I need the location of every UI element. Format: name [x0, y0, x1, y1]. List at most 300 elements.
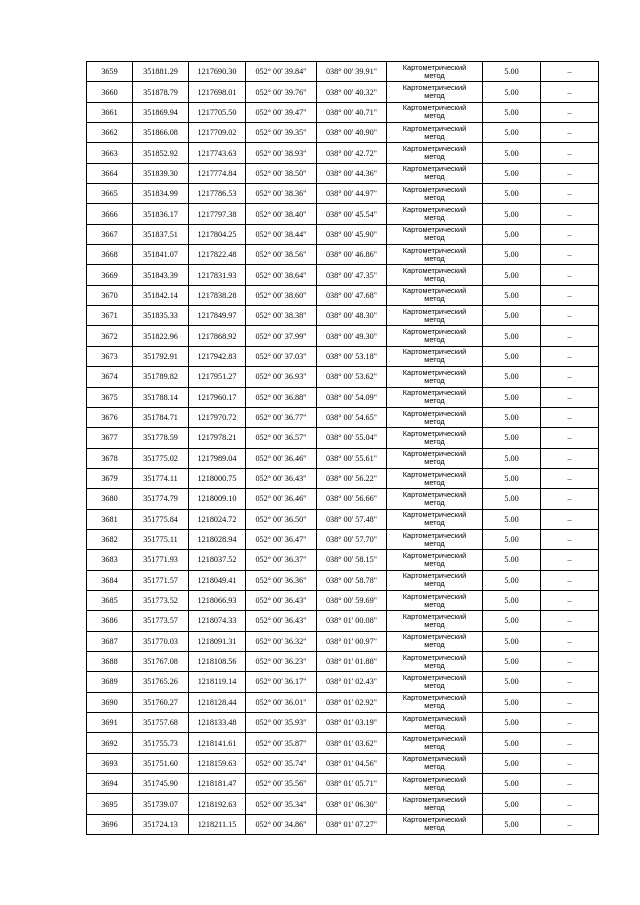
method-cell	[387, 306, 483, 326]
method-text: метод	[424, 274, 445, 284]
method-text: Картометрический	[402, 388, 467, 398]
accuracy-cell: 5.00	[483, 814, 541, 834]
y-coordinate-cell: 1217797.38	[189, 204, 246, 224]
longitude-cell: 038° 01' 05.71"	[317, 774, 387, 794]
method-cell	[387, 672, 483, 692]
longitude-cell: 038° 01' 02.43"	[317, 672, 387, 692]
x-coordinate-cell: 351837.51	[133, 224, 189, 244]
method-cell	[387, 62, 483, 82]
x-coordinate-cell: 351760.27	[133, 692, 189, 712]
latitude-cell: 052° 00' 38.64"	[246, 265, 317, 285]
accuracy-cell: 5.00	[483, 570, 541, 590]
accuracy-cell: 5.00	[483, 428, 541, 448]
method-text: Картометрический	[402, 408, 467, 418]
x-coordinate-cell: 351878.79	[133, 82, 189, 102]
longitude-cell: 038° 00' 54.65"	[317, 407, 387, 427]
latitude-cell: 052° 00' 36.43"	[246, 590, 317, 610]
latitude-cell: 052° 00' 35.93"	[246, 713, 317, 733]
x-coordinate-cell: 351842.14	[133, 285, 189, 305]
table-body	[87, 62, 599, 835]
method-text: Картометрический	[402, 225, 467, 235]
method-cell	[387, 82, 483, 102]
x-coordinate-cell: 351834.99	[133, 184, 189, 204]
longitude-cell: 038° 00' 45.90"	[317, 224, 387, 244]
y-coordinate-cell: 1218091.31	[189, 631, 246, 651]
method-text: Картометрический	[402, 550, 467, 560]
method-cell	[387, 407, 483, 427]
method-text: метод	[424, 355, 445, 365]
y-coordinate-cell: 1218009.10	[189, 489, 246, 509]
longitude-cell: 038° 01' 03.62"	[317, 733, 387, 753]
latitude-cell: 052° 00' 39.35"	[246, 123, 317, 143]
table-row	[87, 651, 599, 671]
method-text: метод	[424, 416, 445, 426]
y-coordinate-cell: 1217804.25	[189, 224, 246, 244]
point-number-cell: 3666	[87, 204, 133, 224]
method-text: метод	[424, 538, 445, 548]
y-coordinate-cell: 1217831.93	[189, 265, 246, 285]
accuracy-cell: 5.00	[483, 82, 541, 102]
longitude-cell: 038° 00' 56.22"	[317, 468, 387, 488]
latitude-cell: 052° 00' 38.44"	[246, 224, 317, 244]
y-coordinate-cell: 1217970.72	[189, 407, 246, 427]
x-coordinate-cell: 351755.73	[133, 733, 189, 753]
x-coordinate-cell: 351843.39	[133, 265, 189, 285]
method-text: метод	[424, 599, 445, 609]
table-row	[87, 224, 599, 244]
method-text: метод	[424, 172, 445, 182]
accuracy-cell: 5.00	[483, 367, 541, 387]
method-text: метод	[424, 457, 445, 467]
note-cell: –	[541, 326, 599, 346]
method-text: Картометрический	[402, 652, 467, 662]
note-cell: –	[541, 184, 599, 204]
note-cell: –	[541, 224, 599, 244]
point-number-cell: 3677	[87, 428, 133, 448]
y-coordinate-cell: 1217690.30	[189, 62, 246, 82]
accuracy-cell: 5.00	[483, 468, 541, 488]
x-coordinate-cell: 351773.52	[133, 590, 189, 610]
latitude-cell: 052° 00' 38.56"	[246, 245, 317, 265]
table-row	[87, 774, 599, 794]
y-coordinate-cell: 1217978.21	[189, 428, 246, 448]
note-cell: –	[541, 570, 599, 590]
x-coordinate-cell: 351839.30	[133, 163, 189, 183]
latitude-cell: 052° 00' 35.56"	[246, 774, 317, 794]
x-coordinate-cell: 351775.02	[133, 448, 189, 468]
table-row	[87, 631, 599, 651]
method-text: метод	[424, 91, 445, 101]
method-text: Картометрический	[402, 367, 467, 377]
point-number-cell: 3688	[87, 651, 133, 671]
note-cell: –	[541, 123, 599, 143]
method-text: Картометрический	[402, 591, 467, 601]
latitude-cell: 052° 00' 36.01"	[246, 692, 317, 712]
note-cell: –	[541, 814, 599, 834]
accuracy-cell: 5.00	[483, 774, 541, 794]
y-coordinate-cell: 1217786.53	[189, 184, 246, 204]
y-coordinate-cell: 1218141.61	[189, 733, 246, 753]
method-text: метод	[424, 253, 445, 263]
latitude-cell: 052° 00' 36.93"	[246, 367, 317, 387]
point-number-cell: 3696	[87, 814, 133, 834]
latitude-cell: 052° 00' 39.84"	[246, 62, 317, 82]
longitude-cell: 038° 00' 39.91"	[317, 62, 387, 82]
method-text: Картометрический	[402, 245, 467, 255]
latitude-cell: 052° 00' 35.34"	[246, 794, 317, 814]
method-text: метод	[424, 803, 445, 813]
latitude-cell: 052° 00' 36.57"	[246, 428, 317, 448]
method-cell	[387, 733, 483, 753]
accuracy-cell: 5.00	[483, 346, 541, 366]
method-text: метод	[424, 294, 445, 304]
latitude-cell: 052° 00' 37.99"	[246, 326, 317, 346]
table-row	[87, 143, 599, 163]
table-row	[87, 407, 599, 427]
table-row	[87, 692, 599, 712]
accuracy-cell: 5.00	[483, 672, 541, 692]
y-coordinate-cell: 1217709.02	[189, 123, 246, 143]
accuracy-cell: 5.00	[483, 224, 541, 244]
table-row	[87, 265, 599, 285]
table-row	[87, 428, 599, 448]
latitude-cell: 052° 00' 36.50"	[246, 509, 317, 529]
latitude-cell: 052° 00' 38.60"	[246, 285, 317, 305]
accuracy-cell: 5.00	[483, 529, 541, 549]
note-cell: –	[541, 713, 599, 733]
method-text: метод	[424, 111, 445, 121]
point-number-cell: 3665	[87, 184, 133, 204]
note-cell: –	[541, 550, 599, 570]
y-coordinate-cell: 1218119.14	[189, 672, 246, 692]
x-coordinate-cell: 351866.08	[133, 123, 189, 143]
method-text: Картометрический	[402, 754, 467, 764]
y-coordinate-cell: 1218024.72	[189, 509, 246, 529]
method-cell	[387, 245, 483, 265]
accuracy-cell: 5.00	[483, 794, 541, 814]
table-row	[87, 448, 599, 468]
latitude-cell: 052° 00' 35.87"	[246, 733, 317, 753]
point-number-cell: 3690	[87, 692, 133, 712]
method-text: Картометрический	[402, 266, 467, 276]
method-cell	[387, 794, 483, 814]
y-coordinate-cell: 1218028.94	[189, 529, 246, 549]
table-row	[87, 733, 599, 753]
table-row	[87, 346, 599, 366]
method-text: Картометрический	[402, 774, 467, 784]
point-number-cell: 3661	[87, 102, 133, 122]
accuracy-cell: 5.00	[483, 407, 541, 427]
coordinates-table	[86, 61, 599, 835]
longitude-cell: 038° 00' 54.09"	[317, 387, 387, 407]
latitude-cell: 052° 00' 36.32"	[246, 631, 317, 651]
x-coordinate-cell: 351739.07	[133, 794, 189, 814]
method-cell	[387, 346, 483, 366]
note-cell: –	[541, 774, 599, 794]
method-cell	[387, 550, 483, 570]
note-cell: –	[541, 285, 599, 305]
y-coordinate-cell: 1217960.17	[189, 387, 246, 407]
note-cell: –	[541, 82, 599, 102]
longitude-cell: 038° 00' 40.71"	[317, 102, 387, 122]
method-cell	[387, 224, 483, 244]
x-coordinate-cell: 351784.71	[133, 407, 189, 427]
method-cell	[387, 590, 483, 610]
y-coordinate-cell: 1217743.63	[189, 143, 246, 163]
x-coordinate-cell: 351778.59	[133, 428, 189, 448]
method-cell	[387, 204, 483, 224]
accuracy-cell: 5.00	[483, 692, 541, 712]
y-coordinate-cell: 1217951.27	[189, 367, 246, 387]
method-cell	[387, 489, 483, 509]
method-cell	[387, 692, 483, 712]
point-number-cell: 3685	[87, 590, 133, 610]
accuracy-cell: 5.00	[483, 102, 541, 122]
accuracy-cell: 5.00	[483, 753, 541, 773]
table-row	[87, 468, 599, 488]
longitude-cell: 038° 00' 40.90"	[317, 123, 387, 143]
note-cell: –	[541, 631, 599, 651]
method-cell	[387, 814, 483, 834]
longitude-cell: 038° 00' 47.35"	[317, 265, 387, 285]
accuracy-cell: 5.00	[483, 651, 541, 671]
point-number-cell: 3693	[87, 753, 133, 773]
accuracy-cell: 5.00	[483, 123, 541, 143]
y-coordinate-cell: 1218000.75	[189, 468, 246, 488]
longitude-cell: 038° 00' 56.66"	[317, 489, 387, 509]
accuracy-cell: 5.00	[483, 285, 541, 305]
method-text: Картометрический	[402, 510, 467, 520]
accuracy-cell: 5.00	[483, 509, 541, 529]
method-text: Картометрический	[402, 469, 467, 479]
method-text: метод	[424, 640, 445, 650]
method-text: метод	[424, 70, 445, 80]
method-text: метод	[424, 579, 445, 589]
note-cell: –	[541, 672, 599, 692]
accuracy-cell: 5.00	[483, 387, 541, 407]
longitude-cell: 038° 00' 47.68"	[317, 285, 387, 305]
method-text: метод	[424, 335, 445, 345]
table-row	[87, 570, 599, 590]
note-cell: –	[541, 245, 599, 265]
note-cell: –	[541, 367, 599, 387]
table-row	[87, 672, 599, 692]
point-number-cell: 3671	[87, 306, 133, 326]
method-cell	[387, 285, 483, 305]
method-text: метод	[424, 762, 445, 772]
note-cell: –	[541, 509, 599, 529]
point-number-cell: 3679	[87, 468, 133, 488]
accuracy-cell: 5.00	[483, 448, 541, 468]
note-cell: –	[541, 407, 599, 427]
accuracy-cell: 5.00	[483, 489, 541, 509]
accuracy-cell: 5.00	[483, 733, 541, 753]
method-text: Картометрический	[402, 693, 467, 703]
point-number-cell: 3684	[87, 570, 133, 590]
table-row	[87, 184, 599, 204]
longitude-cell: 038° 01' 06.30"	[317, 794, 387, 814]
x-coordinate-cell: 351771.93	[133, 550, 189, 570]
accuracy-cell: 5.00	[483, 550, 541, 570]
method-text: метод	[424, 375, 445, 385]
method-cell	[387, 753, 483, 773]
longitude-cell: 038° 00' 40.32"	[317, 82, 387, 102]
latitude-cell: 052° 00' 39.47"	[246, 102, 317, 122]
x-coordinate-cell: 351852.92	[133, 143, 189, 163]
point-number-cell: 3676	[87, 407, 133, 427]
accuracy-cell: 5.00	[483, 143, 541, 163]
method-text: метод	[424, 742, 445, 752]
latitude-cell: 052° 00' 34.86"	[246, 814, 317, 834]
x-coordinate-cell: 351869.94	[133, 102, 189, 122]
longitude-cell: 038° 00' 42.72"	[317, 143, 387, 163]
longitude-cell: 038° 01' 04.56"	[317, 753, 387, 773]
method-cell	[387, 651, 483, 671]
latitude-cell: 052° 00' 39.76"	[246, 82, 317, 102]
method-text: Картометрический	[402, 347, 467, 357]
method-text: Картометрический	[402, 611, 467, 621]
y-coordinate-cell: 1218066.93	[189, 590, 246, 610]
x-coordinate-cell: 351751.60	[133, 753, 189, 773]
method-text: Картометрический	[402, 306, 467, 316]
longitude-cell: 038° 01' 00.08"	[317, 611, 387, 631]
latitude-cell: 052° 00' 38.40"	[246, 204, 317, 224]
point-number-cell: 3659	[87, 62, 133, 82]
method-cell	[387, 265, 483, 285]
longitude-cell: 038° 00' 55.61"	[317, 448, 387, 468]
longitude-cell: 038° 01' 02.92"	[317, 692, 387, 712]
y-coordinate-cell: 1217838.28	[189, 285, 246, 305]
method-text: метод	[424, 233, 445, 243]
table-row	[87, 489, 599, 509]
note-cell: –	[541, 753, 599, 773]
table-row	[87, 102, 599, 122]
method-text: Картометрический	[402, 449, 467, 459]
method-text: Картометрический	[402, 795, 467, 805]
method-text: Картометрический	[402, 672, 467, 682]
note-cell: –	[541, 102, 599, 122]
point-number-cell: 3672	[87, 326, 133, 346]
note-cell: –	[541, 468, 599, 488]
point-number-cell: 3675	[87, 387, 133, 407]
latitude-cell: 052° 00' 38.93"	[246, 143, 317, 163]
y-coordinate-cell: 1218049.41	[189, 570, 246, 590]
point-number-cell: 3668	[87, 245, 133, 265]
point-number-cell: 3673	[87, 346, 133, 366]
note-cell: –	[541, 428, 599, 448]
table-row	[87, 123, 599, 143]
table-row	[87, 285, 599, 305]
x-coordinate-cell: 351775.11	[133, 529, 189, 549]
x-coordinate-cell: 351767.08	[133, 651, 189, 671]
method-cell	[387, 448, 483, 468]
longitude-cell: 038° 00' 53.18"	[317, 346, 387, 366]
method-cell	[387, 631, 483, 651]
longitude-cell: 038° 00' 57.48"	[317, 509, 387, 529]
table-row	[87, 794, 599, 814]
method-text: Картометрический	[402, 286, 467, 296]
y-coordinate-cell: 1217868.92	[189, 326, 246, 346]
longitude-cell: 038° 00' 53.62"	[317, 367, 387, 387]
accuracy-cell: 5.00	[483, 590, 541, 610]
method-cell	[387, 713, 483, 733]
method-text: метод	[424, 782, 445, 792]
longitude-cell: 038° 00' 44.97"	[317, 184, 387, 204]
longitude-cell: 038° 00' 58.15"	[317, 550, 387, 570]
point-number-cell: 3683	[87, 550, 133, 570]
latitude-cell: 052° 00' 36.77"	[246, 407, 317, 427]
longitude-cell: 038° 00' 48.30"	[317, 306, 387, 326]
y-coordinate-cell: 1217942.83	[189, 346, 246, 366]
longitude-cell: 038° 00' 58.78"	[317, 570, 387, 590]
note-cell: –	[541, 529, 599, 549]
longitude-cell: 038° 00' 55.04"	[317, 428, 387, 448]
latitude-cell: 052° 00' 36.46"	[246, 448, 317, 468]
note-cell: –	[541, 448, 599, 468]
latitude-cell: 052° 00' 36.36"	[246, 570, 317, 590]
x-coordinate-cell: 351771.57	[133, 570, 189, 590]
method-text: Картометрический	[402, 713, 467, 723]
note-cell: –	[541, 62, 599, 82]
point-number-cell: 3680	[87, 489, 133, 509]
table-row	[87, 713, 599, 733]
x-coordinate-cell: 351775.84	[133, 509, 189, 529]
table-row	[87, 326, 599, 346]
x-coordinate-cell: 351792.91	[133, 346, 189, 366]
longitude-cell: 038° 00' 44.36"	[317, 163, 387, 183]
x-coordinate-cell: 351724.13	[133, 814, 189, 834]
method-text: Картометрический	[402, 815, 467, 825]
y-coordinate-cell: 1217822.48	[189, 245, 246, 265]
x-coordinate-cell: 351789.82	[133, 367, 189, 387]
note-cell: –	[541, 489, 599, 509]
method-text: метод	[424, 314, 445, 324]
method-cell	[387, 326, 483, 346]
point-number-cell: 3674	[87, 367, 133, 387]
note-cell: –	[541, 387, 599, 407]
y-coordinate-cell: 1217849.97	[189, 306, 246, 326]
latitude-cell: 052° 00' 36.17"	[246, 672, 317, 692]
point-number-cell: 3667	[87, 224, 133, 244]
point-number-cell: 3664	[87, 163, 133, 183]
latitude-cell: 052° 00' 36.43"	[246, 468, 317, 488]
note-cell: –	[541, 733, 599, 753]
method-cell	[387, 611, 483, 631]
point-number-cell: 3689	[87, 672, 133, 692]
method-cell	[387, 428, 483, 448]
accuracy-cell: 5.00	[483, 245, 541, 265]
latitude-cell: 052° 00' 36.43"	[246, 611, 317, 631]
latitude-cell: 052° 00' 35.74"	[246, 753, 317, 773]
point-number-cell: 3682	[87, 529, 133, 549]
method-text: метод	[424, 131, 445, 141]
x-coordinate-cell: 351773.57	[133, 611, 189, 631]
longitude-cell: 038° 00' 49.30"	[317, 326, 387, 346]
method-text: метод	[424, 192, 445, 202]
table-row	[87, 509, 599, 529]
accuracy-cell: 5.00	[483, 306, 541, 326]
longitude-cell: 038° 00' 45.54"	[317, 204, 387, 224]
latitude-cell: 052° 00' 36.47"	[246, 529, 317, 549]
method-text: метод	[424, 721, 445, 731]
point-number-cell: 3691	[87, 713, 133, 733]
note-cell: –	[541, 794, 599, 814]
latitude-cell: 052° 00' 36.88"	[246, 387, 317, 407]
note-cell: –	[541, 143, 599, 163]
method-text: метод	[424, 680, 445, 690]
longitude-cell: 038° 01' 00.97"	[317, 631, 387, 651]
note-cell: –	[541, 692, 599, 712]
